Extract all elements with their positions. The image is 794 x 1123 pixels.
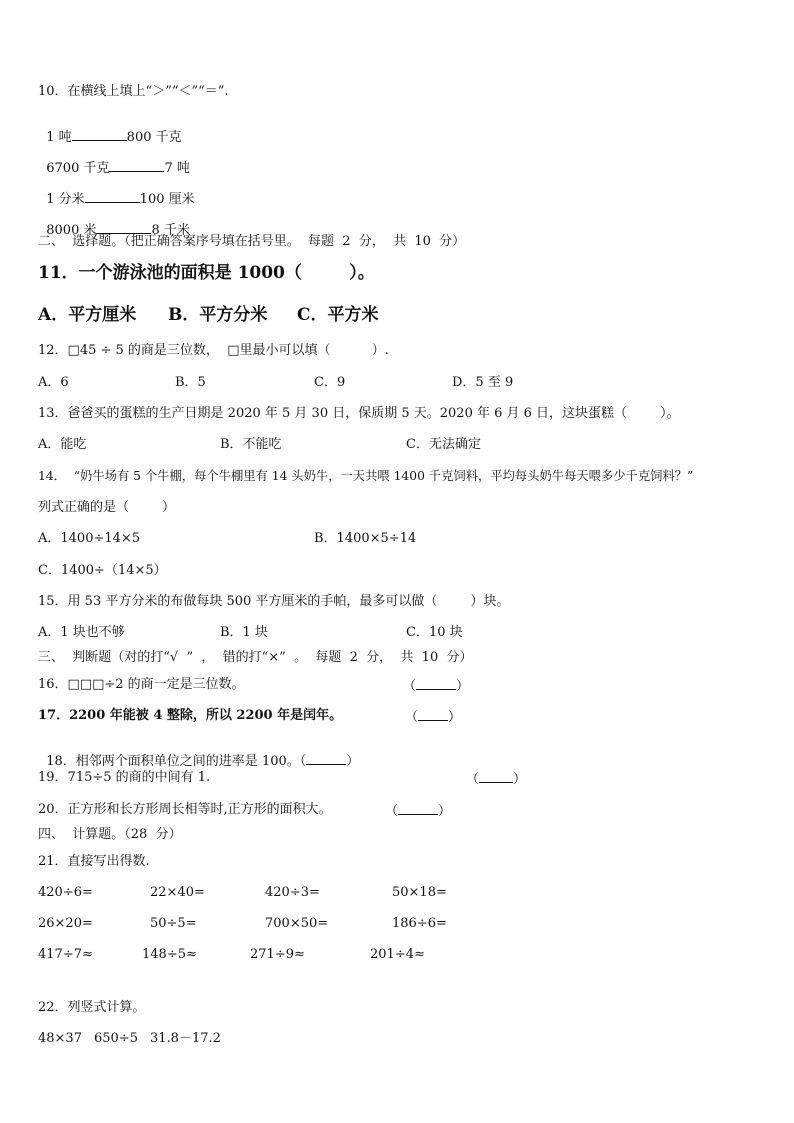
q11-option-c[interactable]: C．平方米 — [297, 305, 379, 325]
q12-option-b[interactable]: B．5 — [175, 375, 206, 390]
q19-answer-paren[interactable]: （ ） — [466, 772, 527, 787]
q10-item-2-left: 6700 千克 — [46, 161, 110, 176]
answer-blank[interactable] — [85, 191, 140, 203]
calc-item: 420÷6= — [38, 885, 93, 900]
q15-stem: 15．用 53 平方分米的布做每块 500 平方厘米的手帕，最多可以做（ ）块。 — [38, 594, 510, 609]
q15-option-b[interactable]: B．1 块 — [220, 625, 268, 640]
calc-item: 186÷6= — [392, 916, 447, 931]
q12-option-a[interactable]: A．6 — [38, 375, 69, 390]
q10-item-1-right: 800 千克 — [126, 130, 182, 145]
q20-answer-paren[interactable]: （ ） — [385, 804, 452, 819]
q10-item-1-left: 1 吨 — [46, 130, 72, 145]
q17-answer-paren[interactable]: （ ） — [405, 710, 462, 725]
q13-option-c[interactable]: C．无法确定 — [406, 437, 481, 452]
q14-stem: 14． “奶牛场有 5 个牛棚，每个牛棚里有 14 头奶牛，一天共喂 1400 千克饲料，平均每头奶牛每天喂多少千克饲料？” — [38, 469, 694, 483]
q12-option-d[interactable]: D．5 至 9 — [452, 375, 514, 390]
q18-answer-paren[interactable]: （ ） — [299, 754, 360, 769]
q10-item-1 — [38, 116, 182, 144]
calc-item: 22×40= — [150, 885, 205, 900]
calc-item: 417÷7≈ — [38, 947, 93, 962]
q10-item-4-right: 8 千米 — [151, 223, 190, 238]
calc-item: 420÷3= — [265, 885, 320, 900]
q14-option-a[interactable]: A．1400÷14×5 — [38, 531, 141, 546]
q17-statement: 17．2200 年能被 4 整除，所以 2200 年是闰年。 — [38, 708, 343, 723]
q14-option-c[interactable]: C．1400÷（14×5） — [38, 563, 167, 578]
calc-item: 148÷5≈ — [142, 947, 197, 962]
q16-answer-paren[interactable]: （ ） — [403, 679, 470, 694]
q10-title: 10．在横线上填上“＞”“＜”“＝”. — [38, 84, 229, 99]
q13-option-a[interactable]: A．能吃 — [38, 437, 87, 452]
q19-statement: 19．715÷5 的商的中间有 1. — [38, 770, 211, 785]
q12-option-c[interactable]: C．9 — [314, 375, 346, 390]
q20-statement: 20．正方形和长方形周长相等时,正方形的面积大。 — [38, 802, 332, 817]
q10-item-3 — [38, 178, 195, 206]
calc-item: 700×50= — [265, 916, 329, 931]
calc-item: 201÷4≈ — [370, 947, 425, 962]
vertical-calc-item: 48×37 — [38, 1031, 82, 1046]
q10-item-3-left: 1 分米 — [46, 192, 85, 207]
q10-item-4 — [38, 209, 190, 237]
q10-item-2 — [38, 147, 190, 175]
answer-blank[interactable] — [96, 222, 151, 234]
calc-item: 26×20= — [38, 916, 93, 931]
q11-option-b[interactable]: B．平方分米 — [168, 305, 268, 325]
q10-item-4-left: 8000 米 — [46, 223, 97, 238]
q13-stem: 13．爸爸买的蛋糕的生产日期是 2020 年 5 月 30 日，保质期 5 天。2020 年 6 月 6 日，这块蛋糕（ ）。 — [38, 406, 680, 421]
section-4-heading: 四、 计算题。（28 分） — [38, 827, 182, 842]
calc-item: 271÷9≈ — [250, 947, 305, 962]
q15-option-a[interactable]: A．1 块也不够 — [38, 625, 125, 640]
answer-blank[interactable] — [72, 129, 127, 141]
q16-statement: 16．□□□÷2 的商一定是三位数。 — [38, 677, 245, 692]
q14-prompt: 列式正确的是（ ） — [38, 500, 176, 515]
q11-stem: 11．一个游泳池的面积是 1000（ ）。 — [38, 263, 375, 283]
section-2-heading: 二、 选择题。（把正确答案序号填在括号里。 每题 2 分， 共 10 分） — [38, 234, 466, 249]
vertical-calc-item: 650÷5 — [94, 1031, 138, 1046]
calc-item: 50×18= — [392, 885, 447, 900]
q15-option-c[interactable]: C．10 块 — [406, 625, 463, 640]
q14-option-b[interactable]: B．1400×5÷14 — [314, 531, 417, 546]
vertical-calc-item: 31.8－17.2 — [150, 1031, 221, 1046]
q22-title: 22．列竖式计算。 — [38, 1000, 146, 1015]
calc-item: 50÷5= — [150, 916, 197, 931]
section-3-heading: 三、 判断题（对的打“√ ” ， 错的打“×” 。 每题 2 分， 共 10 分） — [38, 650, 473, 665]
answer-blank[interactable] — [109, 160, 164, 172]
q12-stem: 12．□45 ÷ 5 的商是三位数， □里最小可以填（ ）. — [38, 343, 389, 358]
q21-title: 21．直接写出得数. — [38, 854, 150, 869]
q10-item-2-right: 7 吨 — [164, 161, 190, 176]
q11-option-a[interactable]: A．平方厘米 — [38, 305, 137, 325]
q18-statement: 18．相邻两个面积单位之间的进率是 100。（ ） — [46, 754, 360, 769]
q13-option-b[interactable]: B．不能吃 — [220, 437, 282, 452]
q10-item-3-right: 100 厘米 — [139, 192, 195, 207]
